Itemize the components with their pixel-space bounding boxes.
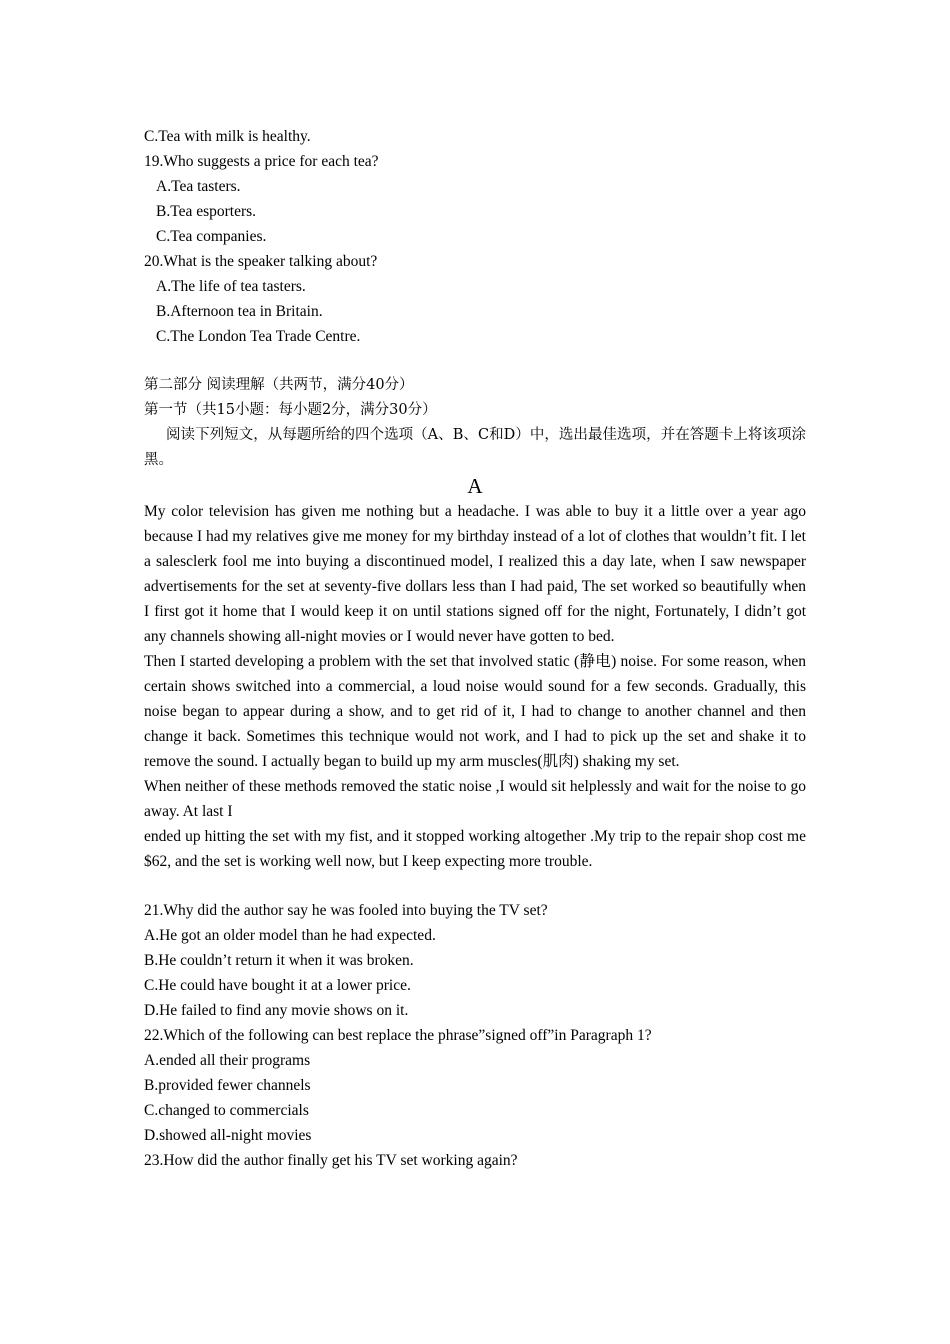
q22-option-b: B.provided fewer channels	[144, 1077, 311, 1094]
passage-paragraph-1: My color television has given me nothing but a headache. I was able to buy it a little over a year ago because I had my relatives give me money for my birthday instead of a lot of clothes that wouldn’t fit. I let a salesclerk fool me into buying a discontinued model, I realized this a day late, when I saw newspaper advertisements for the set at seventy-five dollars less than I had paid, The set worked so beautifully when I first got it home that I would keep it on until stations signed off for the night, Fortunately, I didn’t got any channels showing all-night movies or I would never have gotten to bed.	[144, 503, 806, 645]
passage-paragraph-2: Then I started developing a problem with the set that involved static (静电) noise. For some reason, when certain shows switched into a commercial, a loud noise would sound for a few seconds. Gradually, this noise began to appear during a show, and to get rid of it, I had to change to another channel and then change it back. Sometimes this technique would not work, and I had to pick up the set and shake it to remove the sound. I actually began to build up my arm muscles(肌肉) shaking my set.	[144, 653, 806, 770]
reading-instructions: 阅读下列短文，从每题所给的四个选项（A、B、C和D）中，选出最佳选项，并在答题卡上将该项涂黑。	[144, 427, 806, 468]
q21-option-c: C.He could have bought it at a lower price.	[144, 977, 411, 994]
q21-option-b: B.He couldn’t return it when it was broken.	[144, 952, 414, 969]
q20-option-a: A.The life of tea tasters.	[156, 278, 306, 295]
q21-stem: 21.Why did the author say he was fooled into buying the TV set?	[144, 902, 548, 919]
q22-option-a: A.ended all their programs	[144, 1052, 311, 1069]
q19-option-a: A.Tea tasters.	[156, 178, 241, 195]
q19-option-c: C.Tea companies.	[156, 228, 267, 245]
q18-option-c: C.Tea with milk is healthy.	[144, 128, 311, 145]
passage-title: A	[467, 474, 483, 498]
passage-paragraph-3: When neither of these methods removed the static noise ,I would sit helplessly and wait for the noise to go away. At last I	[144, 778, 806, 820]
q22-option-c: C.changed to commercials	[144, 1102, 309, 1119]
q20-option-c: C.The London Tea Trade Centre.	[156, 328, 361, 345]
section-title: 第一节（共15小题：每小题2分，满分30分）	[144, 402, 437, 418]
q20-stem: 20.What is the speaker talking about?	[144, 253, 378, 270]
q22-stem: 22.Which of the following can best replace the phrase”signed off”in Paragraph 1?	[144, 1027, 652, 1044]
q20-option-b: B.Afternoon tea in Britain.	[156, 303, 323, 320]
q19-option-b: B.Tea esporters.	[156, 203, 257, 220]
q21-option-a: A.He got an older model than he had expected.	[144, 927, 436, 944]
q22-option-d: D.showed all-night movies	[144, 1127, 312, 1144]
q19-stem: 19.Who suggests a price for each tea?	[144, 153, 379, 170]
q21-option-d: D.He failed to find any movie shows on it.	[144, 1002, 409, 1019]
passage-paragraph-4: ended up hitting the set with my fist, and it stopped working altogether .My trip to the repair shop cost me $62, and the set is working well now, but I keep expecting more trouble.	[144, 828, 806, 870]
q23-stem: 23.How did the author finally get his TV set working again?	[144, 1152, 518, 1169]
part-title: 第二部分 阅读理解（共两节，满分40分）	[144, 377, 414, 393]
document-page	[144, 124, 806, 1173]
